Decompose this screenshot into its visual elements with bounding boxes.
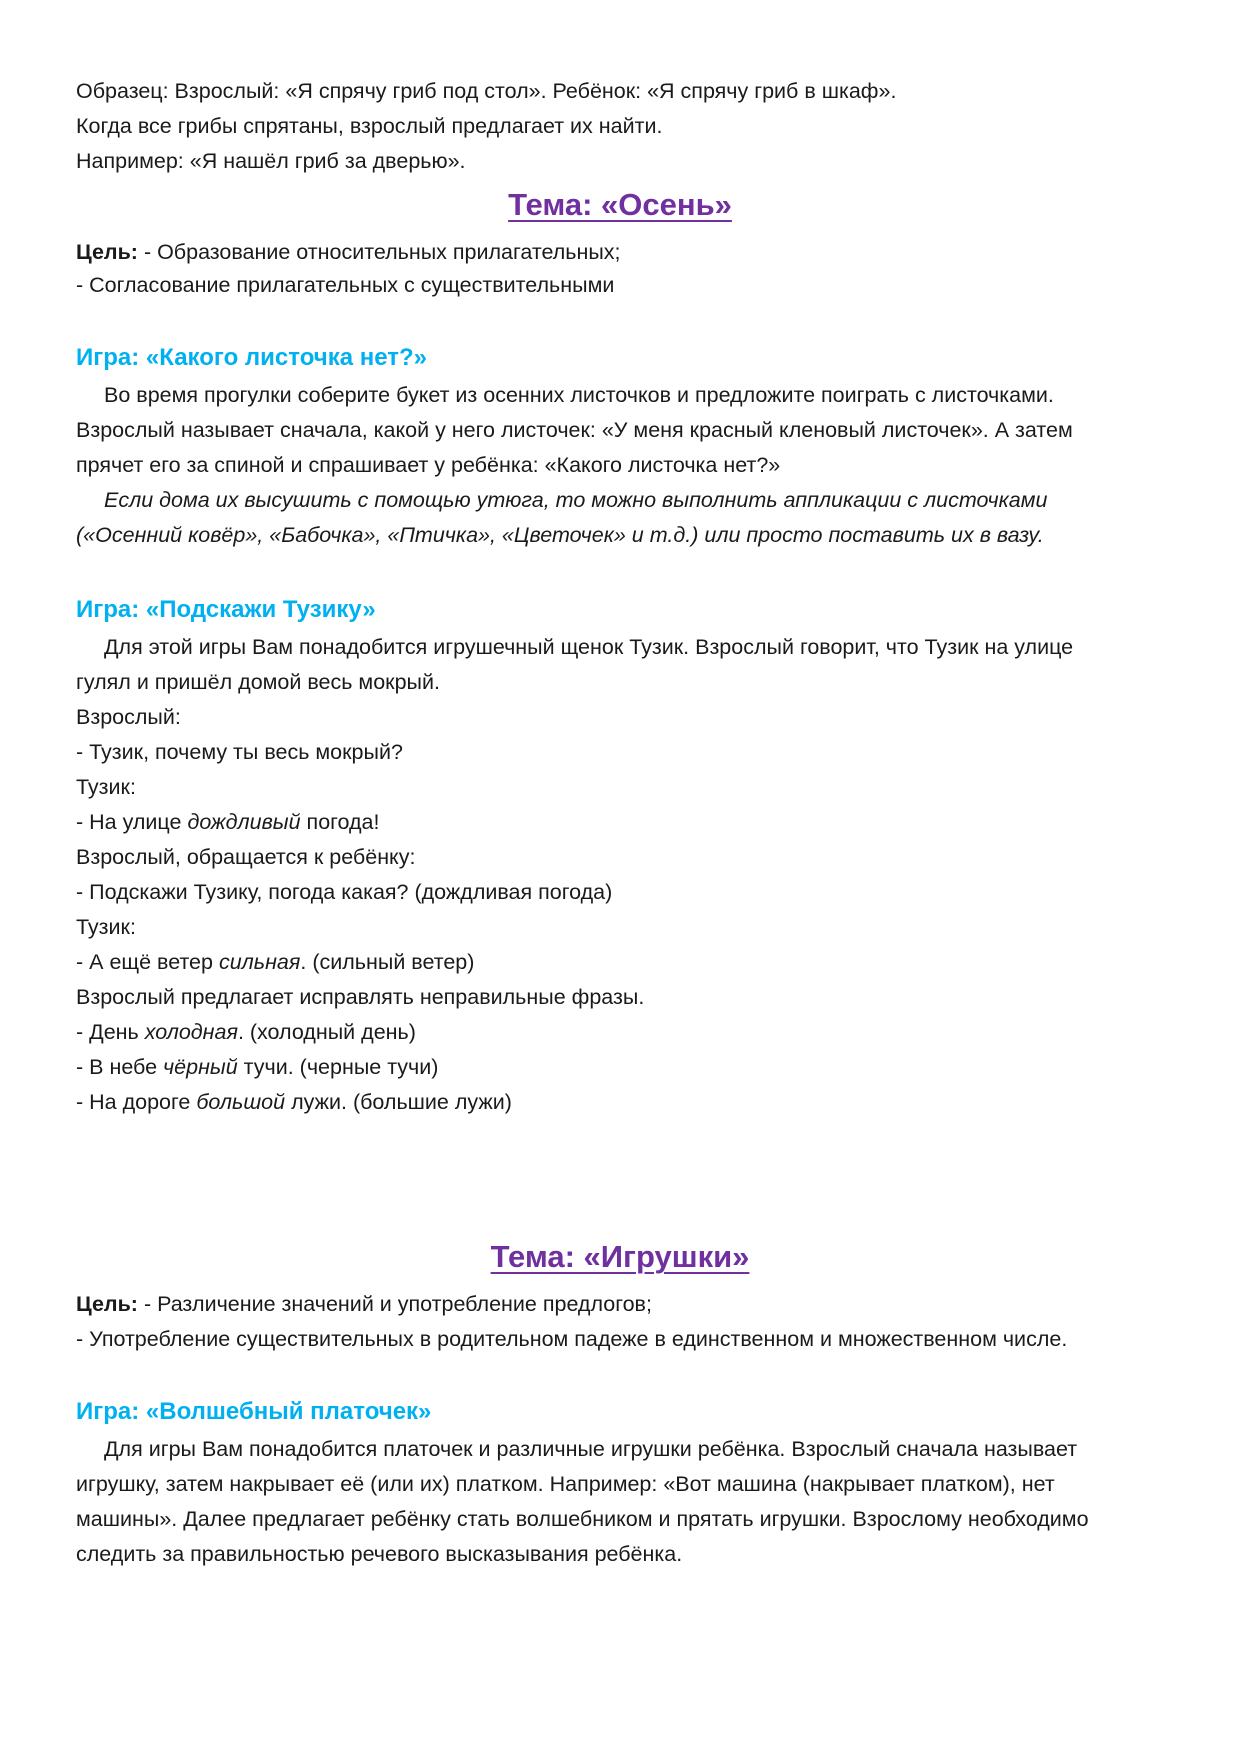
dialogue-line: - На дороге большой лужи. (большие лужи) bbox=[76, 1090, 512, 1114]
paragraph-line: Во время прогулки соберите букет из осенних листочков и предложите поиграть с листочками. bbox=[104, 383, 1054, 407]
paragraph-line: Взрослый называет сначала, какой у него листочек: «У меня красный кленовый листочек». А затем bbox=[76, 418, 1073, 442]
paragraph-line: Для игры Вам понадобится платочек и различные игрушки ребёнка. Взрослый сначала называет bbox=[104, 1437, 1078, 1461]
dialogue-line: Взрослый предлагает исправлять неправильные фразы. bbox=[76, 985, 645, 1009]
goal-label: Цель: bbox=[76, 1292, 138, 1316]
goal-line: - Согласование прилагательных с существительными bbox=[76, 273, 615, 297]
topic-title-autumn: Тема: «Осень» bbox=[508, 187, 732, 222]
goal-label: Цель: bbox=[76, 240, 138, 264]
intro-line: Когда все грибы спрятаны, взрослый предлагает их найти. bbox=[76, 114, 663, 138]
paragraph-line: машины». Далее предлагает ребёнку стать волшебником и прятать игрушки. Взрослому необходимо bbox=[76, 1507, 1089, 1531]
dialogue-line: Тузик: bbox=[76, 775, 136, 799]
intro-line: Например: «Я нашёл гриб за дверью». bbox=[76, 149, 466, 173]
goal-line: Цель: - Образование относительных прилагательных; bbox=[76, 240, 621, 264]
paragraph-line: гулял и пришёл домой весь мокрый. bbox=[76, 670, 440, 694]
topic-title-toys: Тема: «Игрушки» bbox=[490, 1239, 750, 1274]
game-title: Игра: «Волшебный платочек» bbox=[76, 1398, 432, 1425]
paragraph-line: следить за правильностью речевого высказывания ребёнка. bbox=[76, 1542, 683, 1566]
intro-line: Образец: Взрослый: «Я спрячу гриб под стол». Ребёнок: «Я спрячу гриб в шкаф». bbox=[76, 79, 897, 103]
dialogue-line: - Тузик, почему ты весь мокрый? bbox=[76, 740, 403, 764]
dialogue-line: - Подскажи Тузику, погода какая? (дождливая погода) bbox=[76, 880, 613, 904]
dialogue-line: - День холодная. (холодный день) bbox=[76, 1020, 416, 1044]
dialogue-line: - На улице дождливый погода! bbox=[76, 810, 380, 834]
game-title: Игра: «Какого листочка нет?» bbox=[76, 344, 428, 371]
dialogue-line: Тузик: bbox=[76, 915, 136, 939]
paragraph-line-italic: Если дома их высушить с помощью утюга, то можно выполнить аппликации с листочками bbox=[104, 488, 1048, 512]
goal-line: Цель: - Различение значений и употребление предлогов; bbox=[76, 1292, 652, 1316]
paragraph-line-italic: («Осенний ковёр», «Бабочка», «Птичка», «Цветочек» и т.д.) или просто поставить их в вазу. bbox=[76, 523, 1044, 547]
game-title: Игра: «Подскажи Тузику» bbox=[76, 596, 376, 623]
dialogue-line: - А ещё ветер сильная. (сильный ветер) bbox=[76, 950, 475, 974]
paragraph-line: игрушку, затем накрывает её (или их) платком. Например: «Вот машина (накрывает платком), нет bbox=[76, 1472, 1055, 1496]
dialogue-line: - В небе чёрный тучи. (черные тучи) bbox=[76, 1055, 439, 1079]
goal-line: - Употребление существительных в родительном падеже в единственном и множественном числе. bbox=[76, 1327, 1068, 1351]
dialogue-line: Взрослый, обращается к ребёнку: bbox=[76, 845, 416, 869]
paragraph-line: Для этой игры Вам понадобится игрушечный щенок Тузик. Взрослый говорит, что Тузик на улице bbox=[104, 635, 1074, 659]
paragraph-line: прячет его за спиной и спрашивает у ребёнка: «Какого листочка нет?» bbox=[76, 453, 781, 477]
dialogue-line: Взрослый: bbox=[76, 705, 181, 729]
